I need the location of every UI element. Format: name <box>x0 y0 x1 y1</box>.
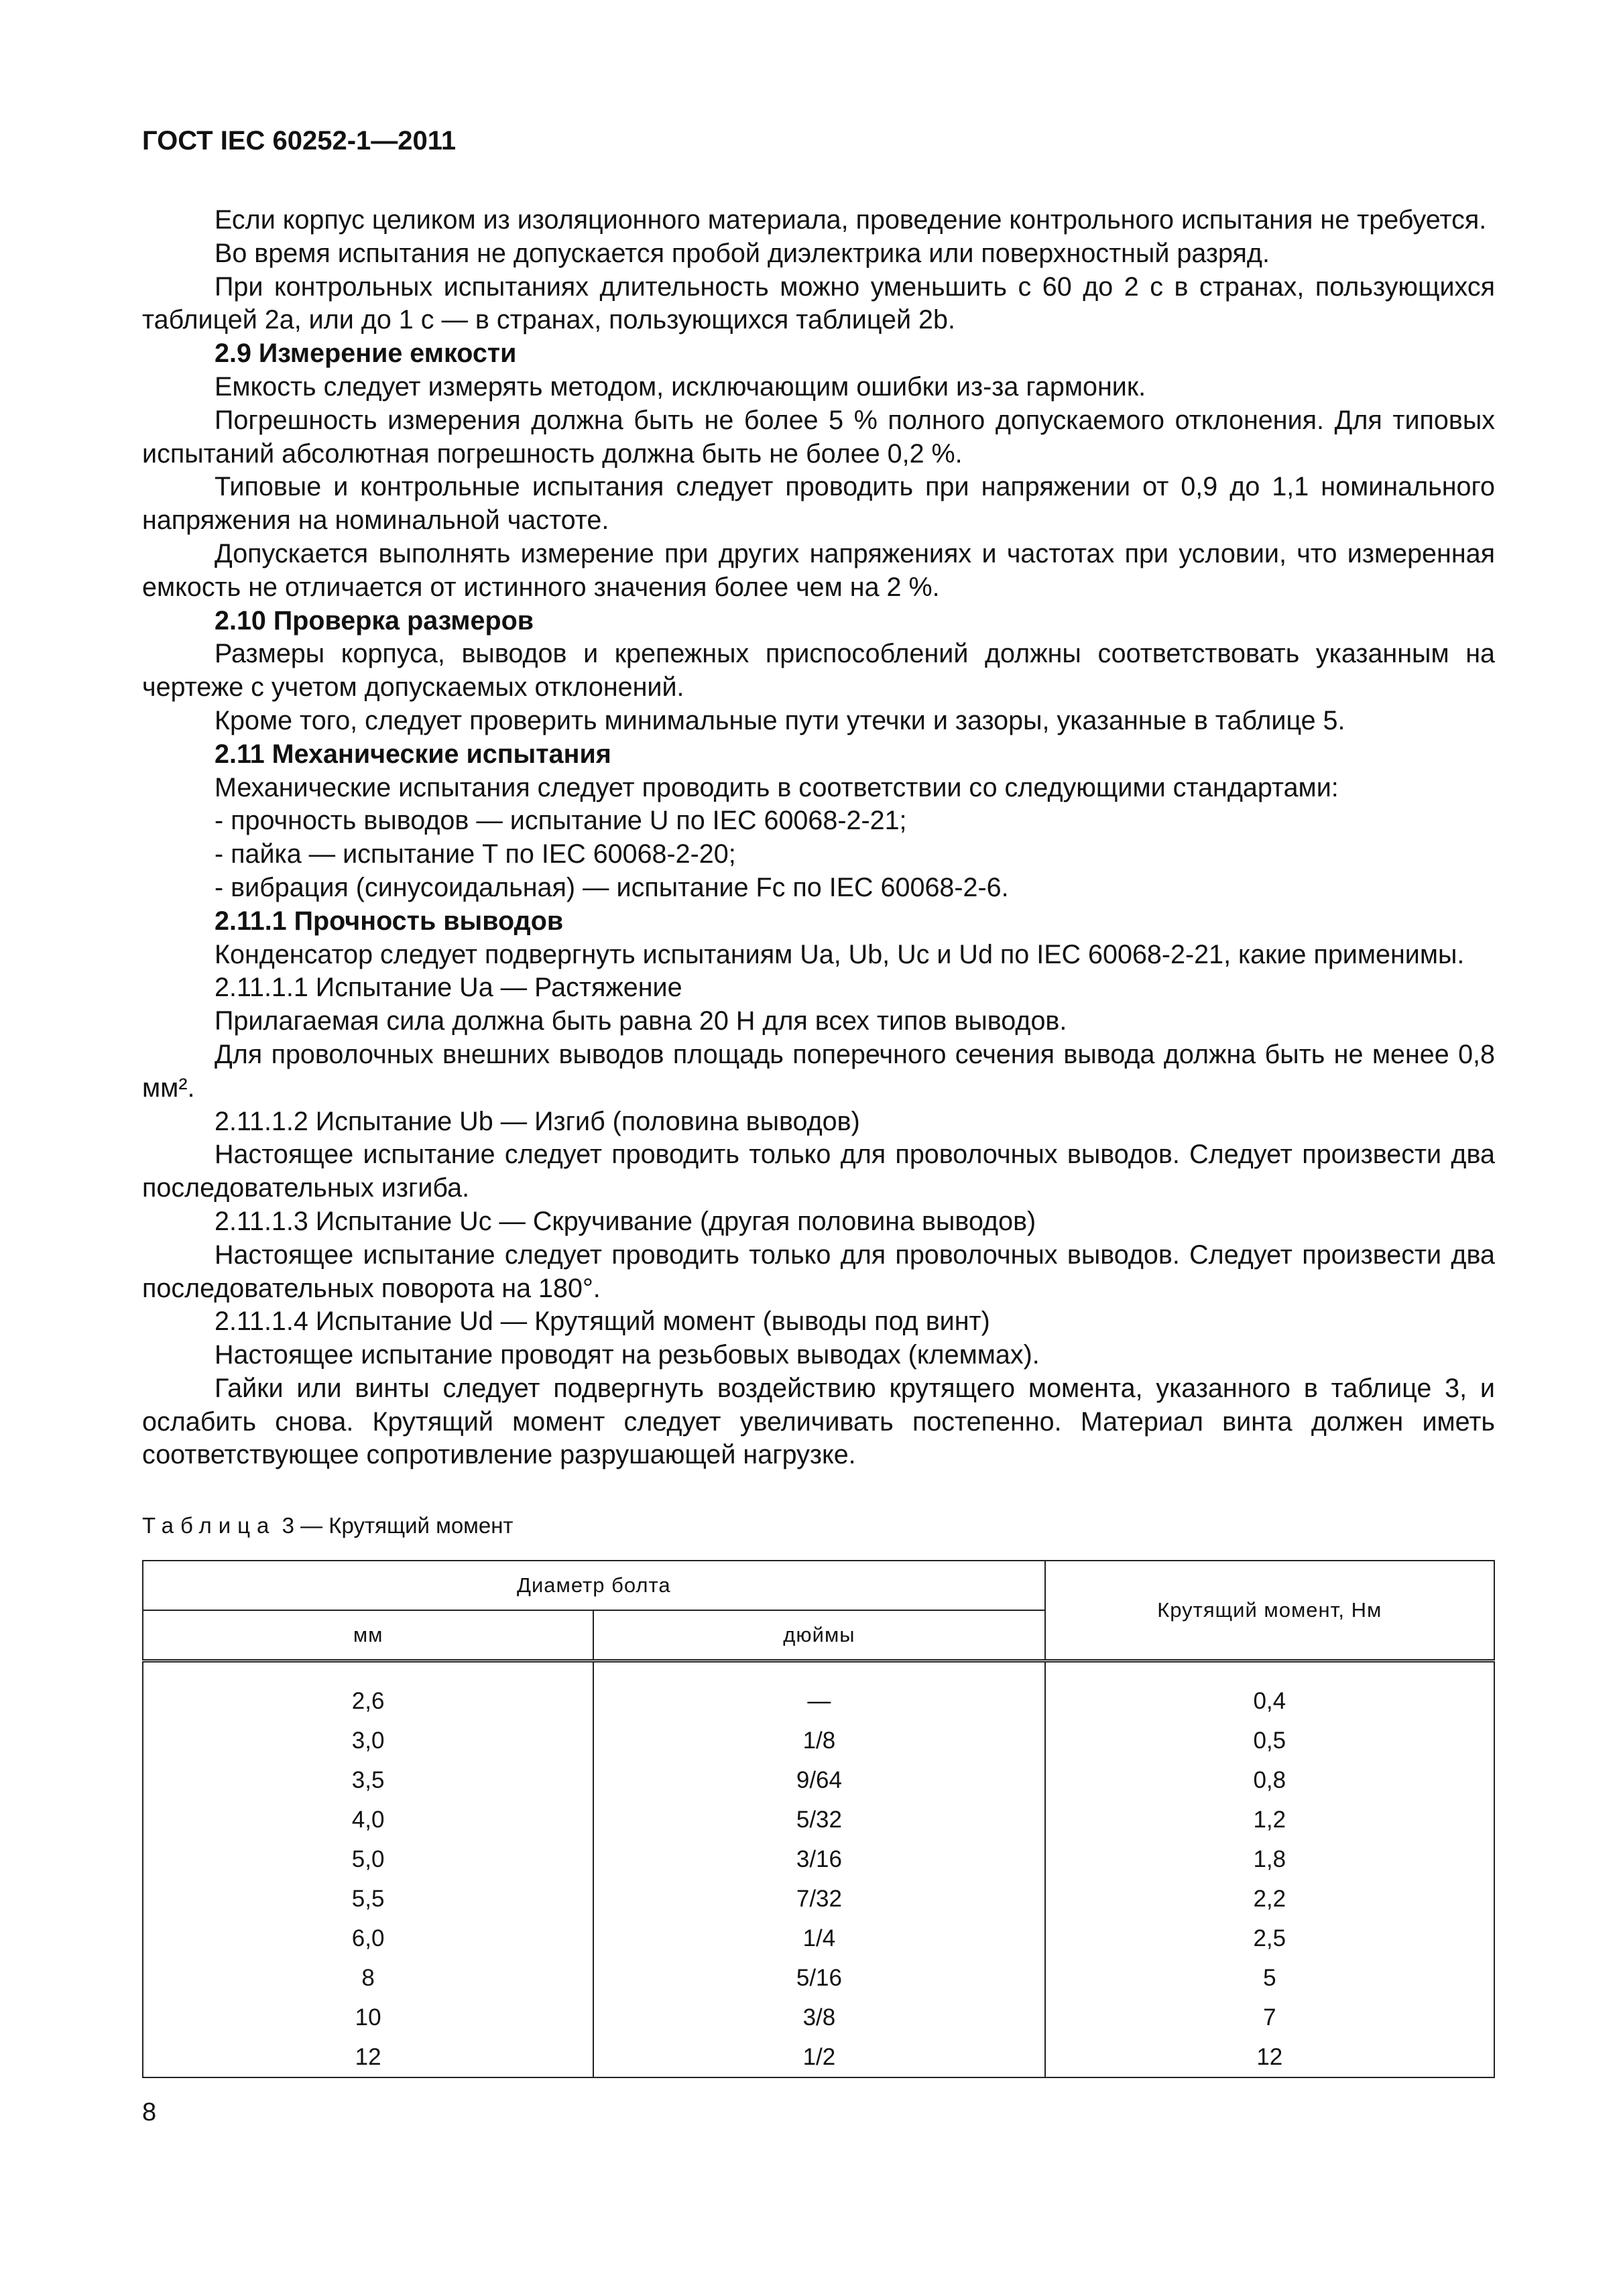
header-inch: дюймы <box>593 1610 1044 1661</box>
cell-mm: 12 <box>143 2037 593 2077</box>
cell-mm: 3,0 <box>143 1721 593 1760</box>
paragraph: Настоящее испытание следует проводить только для проволочных выводов. Следует произвести два последовательных изгиба. <box>142 1140 1495 1203</box>
paragraph: 2.11.1.1 Испытание Ua — Растяжение <box>215 973 682 1003</box>
header-mm: мм <box>143 1610 593 1661</box>
cell-inch: 3/8 <box>593 1998 1044 2037</box>
cell-torque: 7 <box>1045 1998 1494 2037</box>
body-text <box>142 204 1495 1472</box>
table-row <box>143 1661 1494 1721</box>
paragraph: Для проволочных внешних выводов площадь поперечного сечения вывода должна быть не менее 0,8 мм². <box>142 1039 1495 1103</box>
cell-torque: 12 <box>1045 2037 1494 2077</box>
header-bolt-diameter: Диаметр болта <box>143 1561 1045 1610</box>
cell-mm: 4,0 <box>143 1800 593 1839</box>
cell-inch: 1/2 <box>593 2037 1044 2077</box>
cell-torque: 1,8 <box>1045 1839 1494 1879</box>
section-heading: 2.10 Проверка размеров <box>215 605 534 636</box>
document-header: ГОСТ IEC 60252-1—2011 <box>142 126 457 156</box>
table-row <box>143 1998 1494 2037</box>
paragraph: 2.11.1.2 Испытание Ub — Изгиб (половина выводов) <box>215 1106 860 1136</box>
cell-inch: 5/16 <box>593 1958 1044 1998</box>
paragraph: Во время испытания не допускается пробой диэлектрика или поверхностный разряд. <box>215 238 1270 268</box>
paragraph: Допускается выполнять измерение при других напряжениях и частотах при условии, что измеренная емкость не отличается от истинного значения более чем на 2 %. <box>142 538 1495 602</box>
cell-inch: 1/4 <box>593 1919 1044 1958</box>
cell-torque: 0,5 <box>1045 1721 1494 1760</box>
paragraph: Конденсатор следует подвергнуть испытаниям Ua, Ub, Uc и Ud по IEC 60068-2-21, какие применимы. <box>215 939 1465 969</box>
table-row <box>143 1839 1494 1879</box>
section-heading: 2.11.1 Прочность выводов <box>215 906 564 936</box>
paragraph: Погрешность измерения должна быть не более 5 % полного допускаемого отклонения. Для типовых испытаний абсолютная погрешность должна быть не более 0,2 %. <box>142 405 1495 469</box>
cell-mm: 5,0 <box>143 1839 593 1879</box>
table-row <box>143 1919 1494 1958</box>
section-heading: 2.9 Измерение емкости <box>215 339 517 369</box>
paragraph: Типовые и контрольные испытания следует проводить при напряжении от 0,9 до 1,1 номинального напряжения на номинальной частоте. <box>142 472 1495 536</box>
header-torque: Крутящий момент, Нм <box>1045 1561 1494 1661</box>
table-row <box>143 1879 1494 1919</box>
paragraph: Механические испытания следует проводить в соответствии со следующими стандартами: <box>215 772 1339 802</box>
cell-torque: 2,2 <box>1045 1879 1494 1919</box>
cell-mm: 5,5 <box>143 1879 593 1919</box>
cell-mm: 3,5 <box>143 1760 593 1800</box>
cell-inch: 1/8 <box>593 1721 1044 1760</box>
cell-torque: 0,8 <box>1045 1760 1494 1800</box>
cell-inch: 3/16 <box>593 1839 1044 1879</box>
section-heading: 2.11 Механические испытания <box>215 739 611 769</box>
table-caption <box>142 1512 514 1539</box>
table-row <box>143 1800 1494 1839</box>
page-number: 8 <box>142 2098 157 2126</box>
table-row <box>143 2037 1494 2077</box>
paragraph: Кроме того, следует проверить минимальные пути утечки и зазоры, указанные в таблице 5. <box>215 705 1345 735</box>
cell-torque: 2,5 <box>1045 1919 1494 1958</box>
paragraph: Прилагаемая сила должна быть равна 20 Н для всех типов выводов. <box>215 1006 1067 1036</box>
table-row <box>143 1721 1494 1760</box>
cell-mm: 6,0 <box>143 1919 593 1958</box>
cell-torque: 0,4 <box>1045 1661 1494 1721</box>
cell-torque: 1,2 <box>1045 1800 1494 1839</box>
paragraph: - вибрация (синусоидальная) — испытание Fc по IEC 60068-2-6. <box>215 872 1009 902</box>
paragraph: 2.11.1.4 Испытание Ud — Крутящий момент (выводы под винт) <box>215 1307 990 1337</box>
table-row <box>143 1760 1494 1800</box>
paragraph: - прочность выводов — испытание U по IEC 60068-2-21; <box>215 806 907 836</box>
paragraph: Если корпус целиком из изоляционного материала, проведение контрольного испытания не требуется. <box>215 205 1487 235</box>
cell-mm: 2,6 <box>143 1661 593 1721</box>
cell-mm: 10 <box>143 1998 593 2037</box>
torque-table <box>142 1560 1495 2078</box>
cell-inch: 9/64 <box>593 1760 1044 1800</box>
paragraph: - пайка — испытание T по IEC 60068-2-20; <box>215 839 736 869</box>
cell-torque: 5 <box>1045 1958 1494 1998</box>
cell-inch: — <box>593 1661 1044 1721</box>
paragraph: Настоящее испытание проводят на резьбовых выводах (клеммах). <box>215 1340 1040 1370</box>
table-caption-word: Таблица <box>142 1513 276 1538</box>
table-row <box>143 1958 1494 1998</box>
cell-inch: 5/32 <box>593 1800 1044 1839</box>
paragraph: Емкость следует измерять методом, исключающим ошибки из-за гармоник. <box>215 371 1146 402</box>
cell-mm: 8 <box>143 1958 593 1998</box>
paragraph: 2.11.1.3 Испытание Uc — Скручивание (другая половина выводов) <box>215 1206 1036 1236</box>
paragraph: Размеры корпуса, выводов и крепежных приспособлений должны соответствовать указанным на чертеже с учетом допускаемых отклонений. <box>142 639 1495 703</box>
cell-inch: 7/32 <box>593 1879 1044 1919</box>
table-caption-title: 3 — Крутящий момент <box>282 1513 514 1538</box>
paragraph: При контрольных испытаниях длительность можно уменьшить с 60 до 2 с в странах, пользующихся таблицей 2а, или до 1 с — в странах, пользующихся таблицей 2b. <box>142 271 1495 335</box>
paragraph: Настоящее испытание следует проводить только для проволочных выводов. Следует произвести два последовательных поворота на 180°. <box>142 1240 1495 1303</box>
paragraph: Гайки или винты следует подвергнуть воздействию крутящего момента, указанного в таблице 3, и ослабить снова. Крутящий момент следует увеличивать постепенно. Материал винта должен иметь соответствующее сопротивление разрушающей нагрузке. <box>142 1373 1495 1470</box>
